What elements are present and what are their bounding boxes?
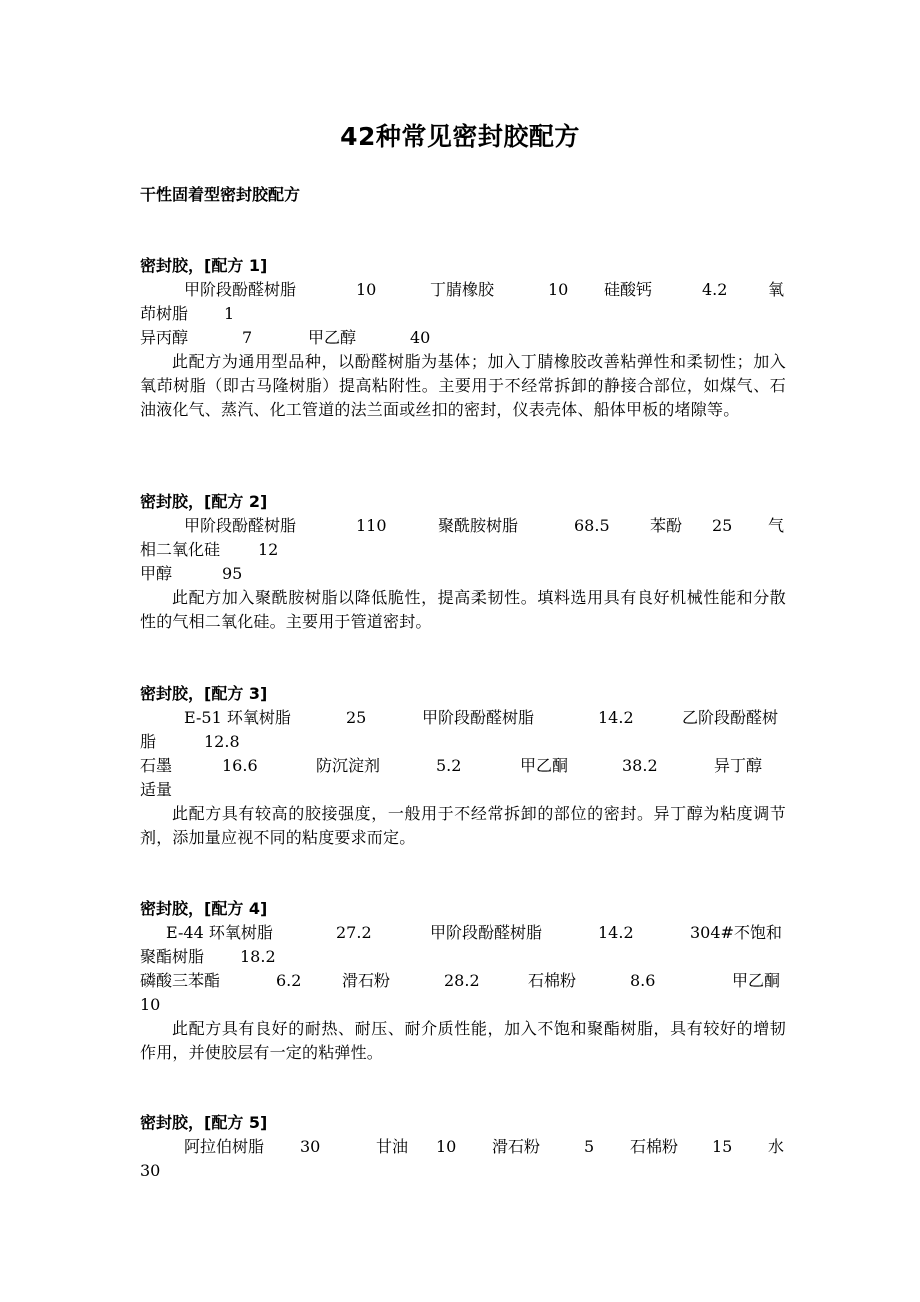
ingredient-name: 异丙醇: [140, 328, 189, 347]
ingredient-line: [140, 278, 786, 302]
formula-block-3: [140, 682, 786, 850]
ingredient-line: [140, 1135, 786, 1159]
formula-heading: 密封胶，[配方 2]: [140, 492, 268, 511]
ingredient-name: 氧: [768, 280, 785, 299]
ingredient-name: 水: [768, 1137, 785, 1156]
ingredient-name: 石墨: [140, 756, 173, 775]
ingredient-amount: 8.6: [630, 971, 656, 990]
ingredient-name: 304#不饱和: [690, 923, 782, 942]
document-title: 42种常见密封胶配方: [340, 122, 580, 151]
ingredient-name: 乙阶段酚醛树: [682, 708, 779, 727]
ingredient-name: 甲阶段酚醛树脂: [430, 923, 543, 942]
ingredient-line: [140, 706, 786, 730]
ingredient-amount: 27.2: [336, 923, 372, 942]
ingredient-amount: 10: [140, 995, 161, 1014]
ingredient-amount: 7: [242, 328, 253, 347]
ingredient-name: 聚酰胺树脂: [438, 516, 519, 535]
formula-description: 此配方为通用型品种，以酚醛树脂为基体；加入丁腈橡胶改善粘弹性和柔韧性；加入氧茚树脂（即古马隆树脂）提高粘附性。主要用于不经常拆卸的静接合部位，如煤气、石油液化气、蒸汽、化工管道的法兰面或丝扣的密封，仪表壳体、船体甲板的堵隙等。: [140, 352, 786, 419]
ingredient-amount: 30: [300, 1137, 321, 1156]
ingredient-name: 甘油: [376, 1137, 409, 1156]
ingredient-name: E-51 环氧树脂: [184, 708, 291, 727]
ingredient-amount: 40: [410, 328, 431, 347]
ingredient-name: 滑石粉: [342, 971, 391, 990]
ingredient-name: 甲醇: [140, 564, 173, 583]
ingredient-amount: 适量: [140, 780, 173, 799]
ingredient-name: 石棉粉: [528, 971, 577, 990]
ingredient-name: 苯酚: [650, 516, 683, 535]
ingredient-line: [140, 302, 786, 326]
ingredient-amount: 4.2: [702, 280, 728, 299]
ingredient-line: [140, 778, 786, 802]
ingredient-amount: 5.2: [436, 756, 462, 775]
ingredient-amount: 25: [712, 516, 733, 535]
ingredient-line: [140, 326, 786, 350]
ingredient-name: 甲阶段酚醛树脂: [184, 516, 297, 535]
ingredient-name: 甲乙醇: [308, 328, 357, 347]
ingredient-name: 甲乙酮: [732, 971, 781, 990]
ingredient-amount: 14.2: [598, 923, 634, 942]
ingredient-line: [140, 969, 786, 993]
formula-description: 此配方具有较高的胶接强度，一般用于不经常拆卸的部位的密封。异丁醇为粘度调节剂，添加量应视不同的粘度要求而定。: [140, 804, 786, 847]
ingredient-name: 甲乙酮: [520, 756, 569, 775]
ingredient-amount: 28.2: [444, 971, 480, 990]
formula-description: 此配方加入聚酰胺树脂以降低脆性，提高柔韧性。填料选用具有良好机械性能和分散性的气相二氧化硅。主要用于管道密封。: [140, 588, 786, 631]
ingredient-name: 防沉淀剂: [316, 756, 381, 775]
ingredient-amount: 25: [346, 708, 367, 727]
ingredient-amount: 110: [356, 516, 387, 535]
ingredient-amount: 10: [356, 280, 377, 299]
ingredient-name: 甲阶段酚醛树脂: [184, 280, 297, 299]
ingredient-line: [140, 562, 786, 586]
formula-description: 此配方具有良好的耐热、耐压、耐介质性能，加入不饱和聚酯树脂，具有较好的增韧作用，并使胶层有一定的粘弹性。: [140, 1019, 786, 1062]
ingredient-amount: 5: [584, 1137, 595, 1156]
ingredient-amount: 30: [140, 1161, 161, 1180]
section-heading: 干性固着型密封胶配方: [140, 185, 301, 204]
formula-block-5: [140, 1111, 786, 1183]
ingredient-amount: 10: [548, 280, 569, 299]
ingredient-name: 磷酸三苯酯: [140, 971, 221, 990]
formula-block-4: [140, 897, 786, 1065]
ingredient-name: 茚树脂: [140, 304, 189, 323]
ingredient-name: 滑石粉: [492, 1137, 541, 1156]
ingredient-line: [140, 921, 786, 945]
ingredient-amount: 10: [436, 1137, 457, 1156]
ingredient-amount: 38.2: [622, 756, 658, 775]
ingredient-amount: 6.2: [276, 971, 302, 990]
ingredient-amount: 68.5: [574, 516, 610, 535]
formula-heading: 密封胶，[配方 1]: [140, 256, 268, 275]
ingredient-amount: 14.2: [598, 708, 634, 727]
ingredient-name: 阿拉伯树脂: [184, 1137, 265, 1156]
ingredient-line: [140, 993, 786, 1017]
formula-heading: 密封胶，[配方 3]: [140, 684, 268, 703]
formula-block-2: [140, 490, 786, 634]
ingredient-line: [140, 730, 786, 754]
ingredient-name: E-44 环氧树脂: [166, 923, 273, 942]
ingredient-name: 相二氧化硅: [140, 540, 221, 559]
ingredient-line: [140, 538, 786, 562]
ingredient-line: [140, 1159, 786, 1183]
ingredient-line: [140, 514, 786, 538]
ingredient-amount: 12: [258, 540, 279, 559]
formula-block-1: [140, 254, 786, 422]
ingredient-amount: 1: [224, 304, 235, 323]
ingredient-amount: 95: [222, 564, 243, 583]
ingredient-line: [140, 754, 786, 778]
ingredient-name: 丁腈橡胶: [430, 280, 495, 299]
ingredient-name: 脂: [140, 732, 157, 751]
ingredient-name: 异丁醇: [714, 756, 763, 775]
ingredient-amount: 16.6: [222, 756, 258, 775]
formula-heading: 密封胶，[配方 5]: [140, 1113, 268, 1132]
ingredient-name: 甲阶段酚醛树脂: [422, 708, 535, 727]
ingredient-amount: 18.2: [240, 947, 276, 966]
ingredient-name: 气: [768, 516, 785, 535]
ingredient-name: 硅酸钙: [604, 280, 653, 299]
ingredient-amount: 12.8: [204, 732, 240, 751]
formula-heading: 密封胶，[配方 4]: [140, 899, 268, 918]
ingredient-name: 聚酯树脂: [140, 947, 205, 966]
ingredient-name: 石棉粉: [630, 1137, 679, 1156]
ingredient-line: [140, 945, 786, 969]
ingredient-amount: 15: [712, 1137, 733, 1156]
